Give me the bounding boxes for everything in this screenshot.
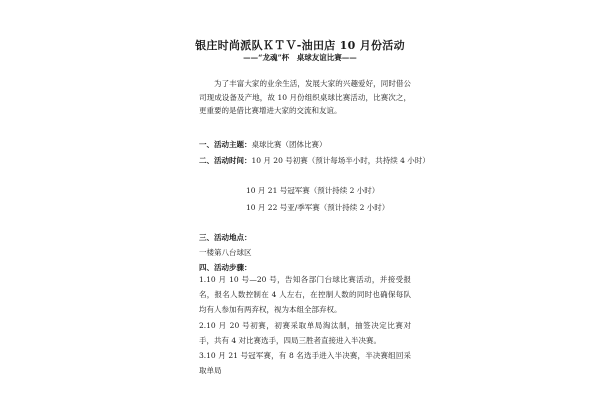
intro-paragraph: 为了丰富大家的业余生活，发展大家的兴趣爱好，同时借公司现成设备及产地，故 10 月份组织桌球比赛活动，比赛次之，更重要的是借比赛增进大家的交流和友谊。 — [199, 79, 411, 115]
document-subtitle: ——“龙魂”杯 桌球友谊比赛—— — [243, 53, 357, 62]
steps-heading: 四、活动步骤： — [199, 263, 252, 272]
step-item: 3.10 月 21 号冠军赛，有 8 名选手进入半决赛，半决赛组回采取单局 — [199, 351, 411, 375]
schedule-item: 10 月 22 号亚/季军赛（预计持续 2 小时） — [246, 203, 390, 212]
time-value: 10 月 20 号初赛（预计每场半小时，共持续 4 小时） — [251, 156, 430, 165]
step-item: 2.10 月 20 号初赛，初赛采取单局淘汰制，抽签决定比赛对手，共有 4 对比赛选手，四局三胜者直接进入半决赛。 — [199, 321, 411, 345]
step-item: 1.10 月 10 号—20 号，告知各部门台球比赛活动，并接受报名，报名人数控制在 4 人左右，在控制人数的同时也确保每队均有人参加有两弃权，视为本组全部弃权。 — [199, 275, 411, 314]
place-heading: 三、活动地点： — [199, 233, 252, 242]
document-title: 银庄时尚派队ＫＴＶ-油田店 10 月份活动 — [195, 39, 405, 52]
theme-row — [199, 140, 327, 150]
theme-heading: 一、活动主题： — [199, 140, 252, 149]
schedule-item: 10 月 21 号冠军赛（预计持续 2 小时） — [246, 186, 380, 195]
time-heading: 二、活动时间： — [199, 156, 252, 165]
time-row — [199, 156, 430, 166]
place-value: 一楼第八台球区 — [199, 248, 252, 257]
theme-value: 桌球比赛（团体比赛） — [251, 140, 327, 149]
